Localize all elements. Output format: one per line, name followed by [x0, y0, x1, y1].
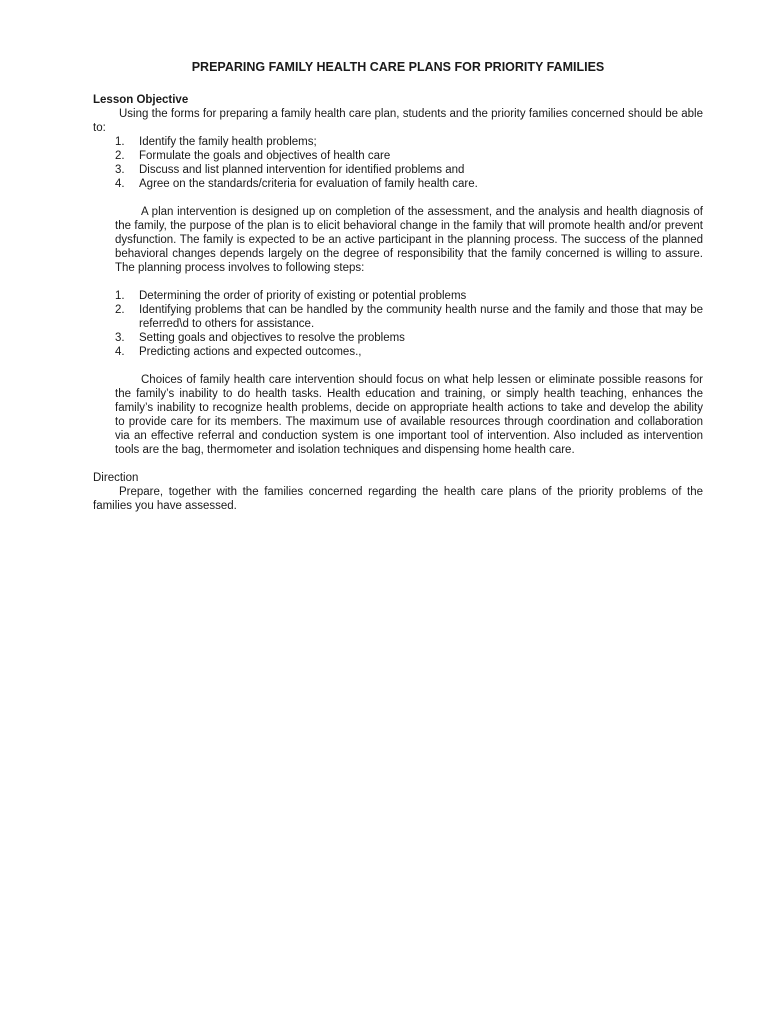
list-text: Identify the family health problems; [139, 136, 317, 148]
list-text: Agree on the standards/criteria for evaluation of family health care. [139, 178, 478, 190]
list-item [93, 163, 703, 177]
plan-intervention-paragraph: A plan intervention is designed up on completion of the assessment, and the analysis and health diagnosis of the family, the purpose of the plan is to elicit behavioral change in the family that will promote health and/or prevent dysfunction. The family is expected to be an active participant in the planning process. The success of the planned behavioral changes depends largely on the degree of responsibility that the family concerned is willing to assure. The planning process involves to following steps: [115, 206, 703, 274]
list-item [93, 289, 703, 303]
list-item [93, 331, 703, 345]
lesson-objective-intro: Using the forms for preparing a family health care plan, students and the priority families concerned should be able to: [93, 108, 703, 134]
list-text: Formulate the goals and objectives of health care [139, 150, 391, 162]
list-number: 4. [115, 178, 125, 190]
list-text: Determining the order of priority of existing or potential problems [139, 290, 467, 302]
direction-heading: Direction [93, 472, 139, 484]
page-title: PREPARING FAMILY HEALTH CARE PLANS FOR PRIORITY FAMILIES [191, 60, 605, 74]
list-item [93, 303, 703, 331]
objective-list [93, 135, 703, 191]
list-number: 2. [115, 304, 125, 316]
list-item [93, 345, 703, 359]
list-text: Setting goals and objectives to resolve the problems [139, 332, 405, 344]
list-number: 3. [115, 332, 125, 344]
list-number: 4. [115, 346, 125, 358]
list-number: 1. [115, 136, 125, 148]
list-item [93, 135, 703, 149]
list-number: 2. [115, 150, 125, 162]
direction-text: Prepare, together with the families concerned regarding the health care plans of the priority problems of the families you have assessed. [93, 486, 703, 512]
list-item [93, 149, 703, 163]
list-text: Predicting actions and expected outcomes., [139, 346, 362, 358]
planning-steps-list [93, 289, 703, 359]
list-text: Identifying problems that can be handled by the community health nurse and the family and those that may be referred\d to others for assistance. [139, 304, 703, 330]
list-text: Discuss and list planned intervention for identified problems and [139, 164, 465, 176]
document-page [93, 59, 703, 513]
intervention-choices-paragraph: Choices of family health care intervention should focus on what help lessen or eliminate possible reasons for the family’s inability to do health tasks. Health education and training, or simply health teaching, enhances the family’s inability to recognize health problems, decide on appropriate health actions to take and develop the ability to provide care for its members. The maximum use of available resources through coordination and collaboration via an effective referral and conduction system is one important tool of intervention. Also included as intervention tools are the bag, thermometer and isolation techniques and dispensing home health care. [115, 374, 703, 456]
list-number: 1. [115, 290, 125, 302]
list-item [93, 177, 703, 191]
list-number: 3. [115, 164, 125, 176]
lesson-objective-heading: Lesson Objective [93, 94, 189, 106]
